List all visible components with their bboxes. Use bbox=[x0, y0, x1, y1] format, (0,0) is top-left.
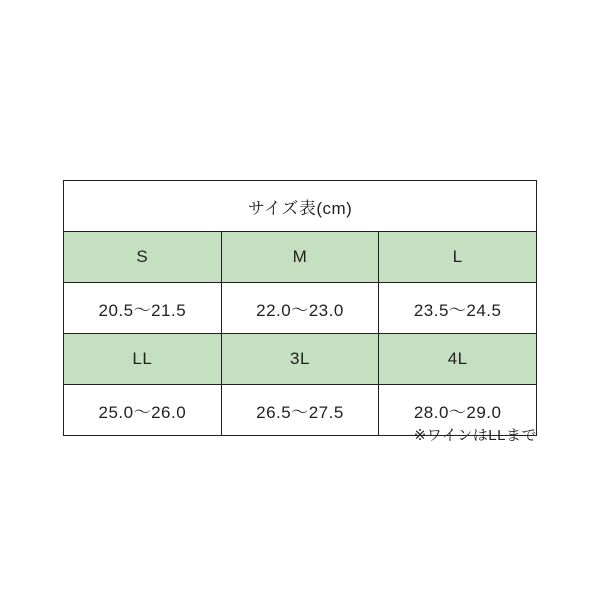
size-note: ※ワインはLLまで bbox=[413, 427, 537, 444]
table-row bbox=[64, 334, 537, 385]
table-row bbox=[64, 283, 537, 334]
size-value-s: 20.5〜21.5 bbox=[64, 283, 222, 334]
size-label-ll: LL bbox=[64, 334, 222, 385]
size-value-ll: 25.0〜26.0 bbox=[64, 385, 222, 436]
size-label-4l: 4L bbox=[379, 334, 537, 385]
table-row bbox=[64, 232, 537, 283]
size-value-l: 23.5〜24.5 bbox=[379, 283, 537, 334]
size-label-m: M bbox=[221, 232, 379, 283]
size-label-s: S bbox=[64, 232, 222, 283]
size-value-4l: 28.0〜29.0 bbox=[379, 385, 537, 436]
size-label-l: L bbox=[379, 232, 537, 283]
size-label-3l: 3L bbox=[221, 334, 379, 385]
size-table-title: サイズ表(cm) bbox=[64, 181, 537, 232]
size-value-m: 22.0〜23.0 bbox=[221, 283, 379, 334]
table-row-title bbox=[64, 181, 537, 232]
size-value-3l: 26.5〜27.5 bbox=[221, 385, 379, 436]
size-table bbox=[63, 180, 537, 436]
size-table-container bbox=[63, 180, 537, 436]
